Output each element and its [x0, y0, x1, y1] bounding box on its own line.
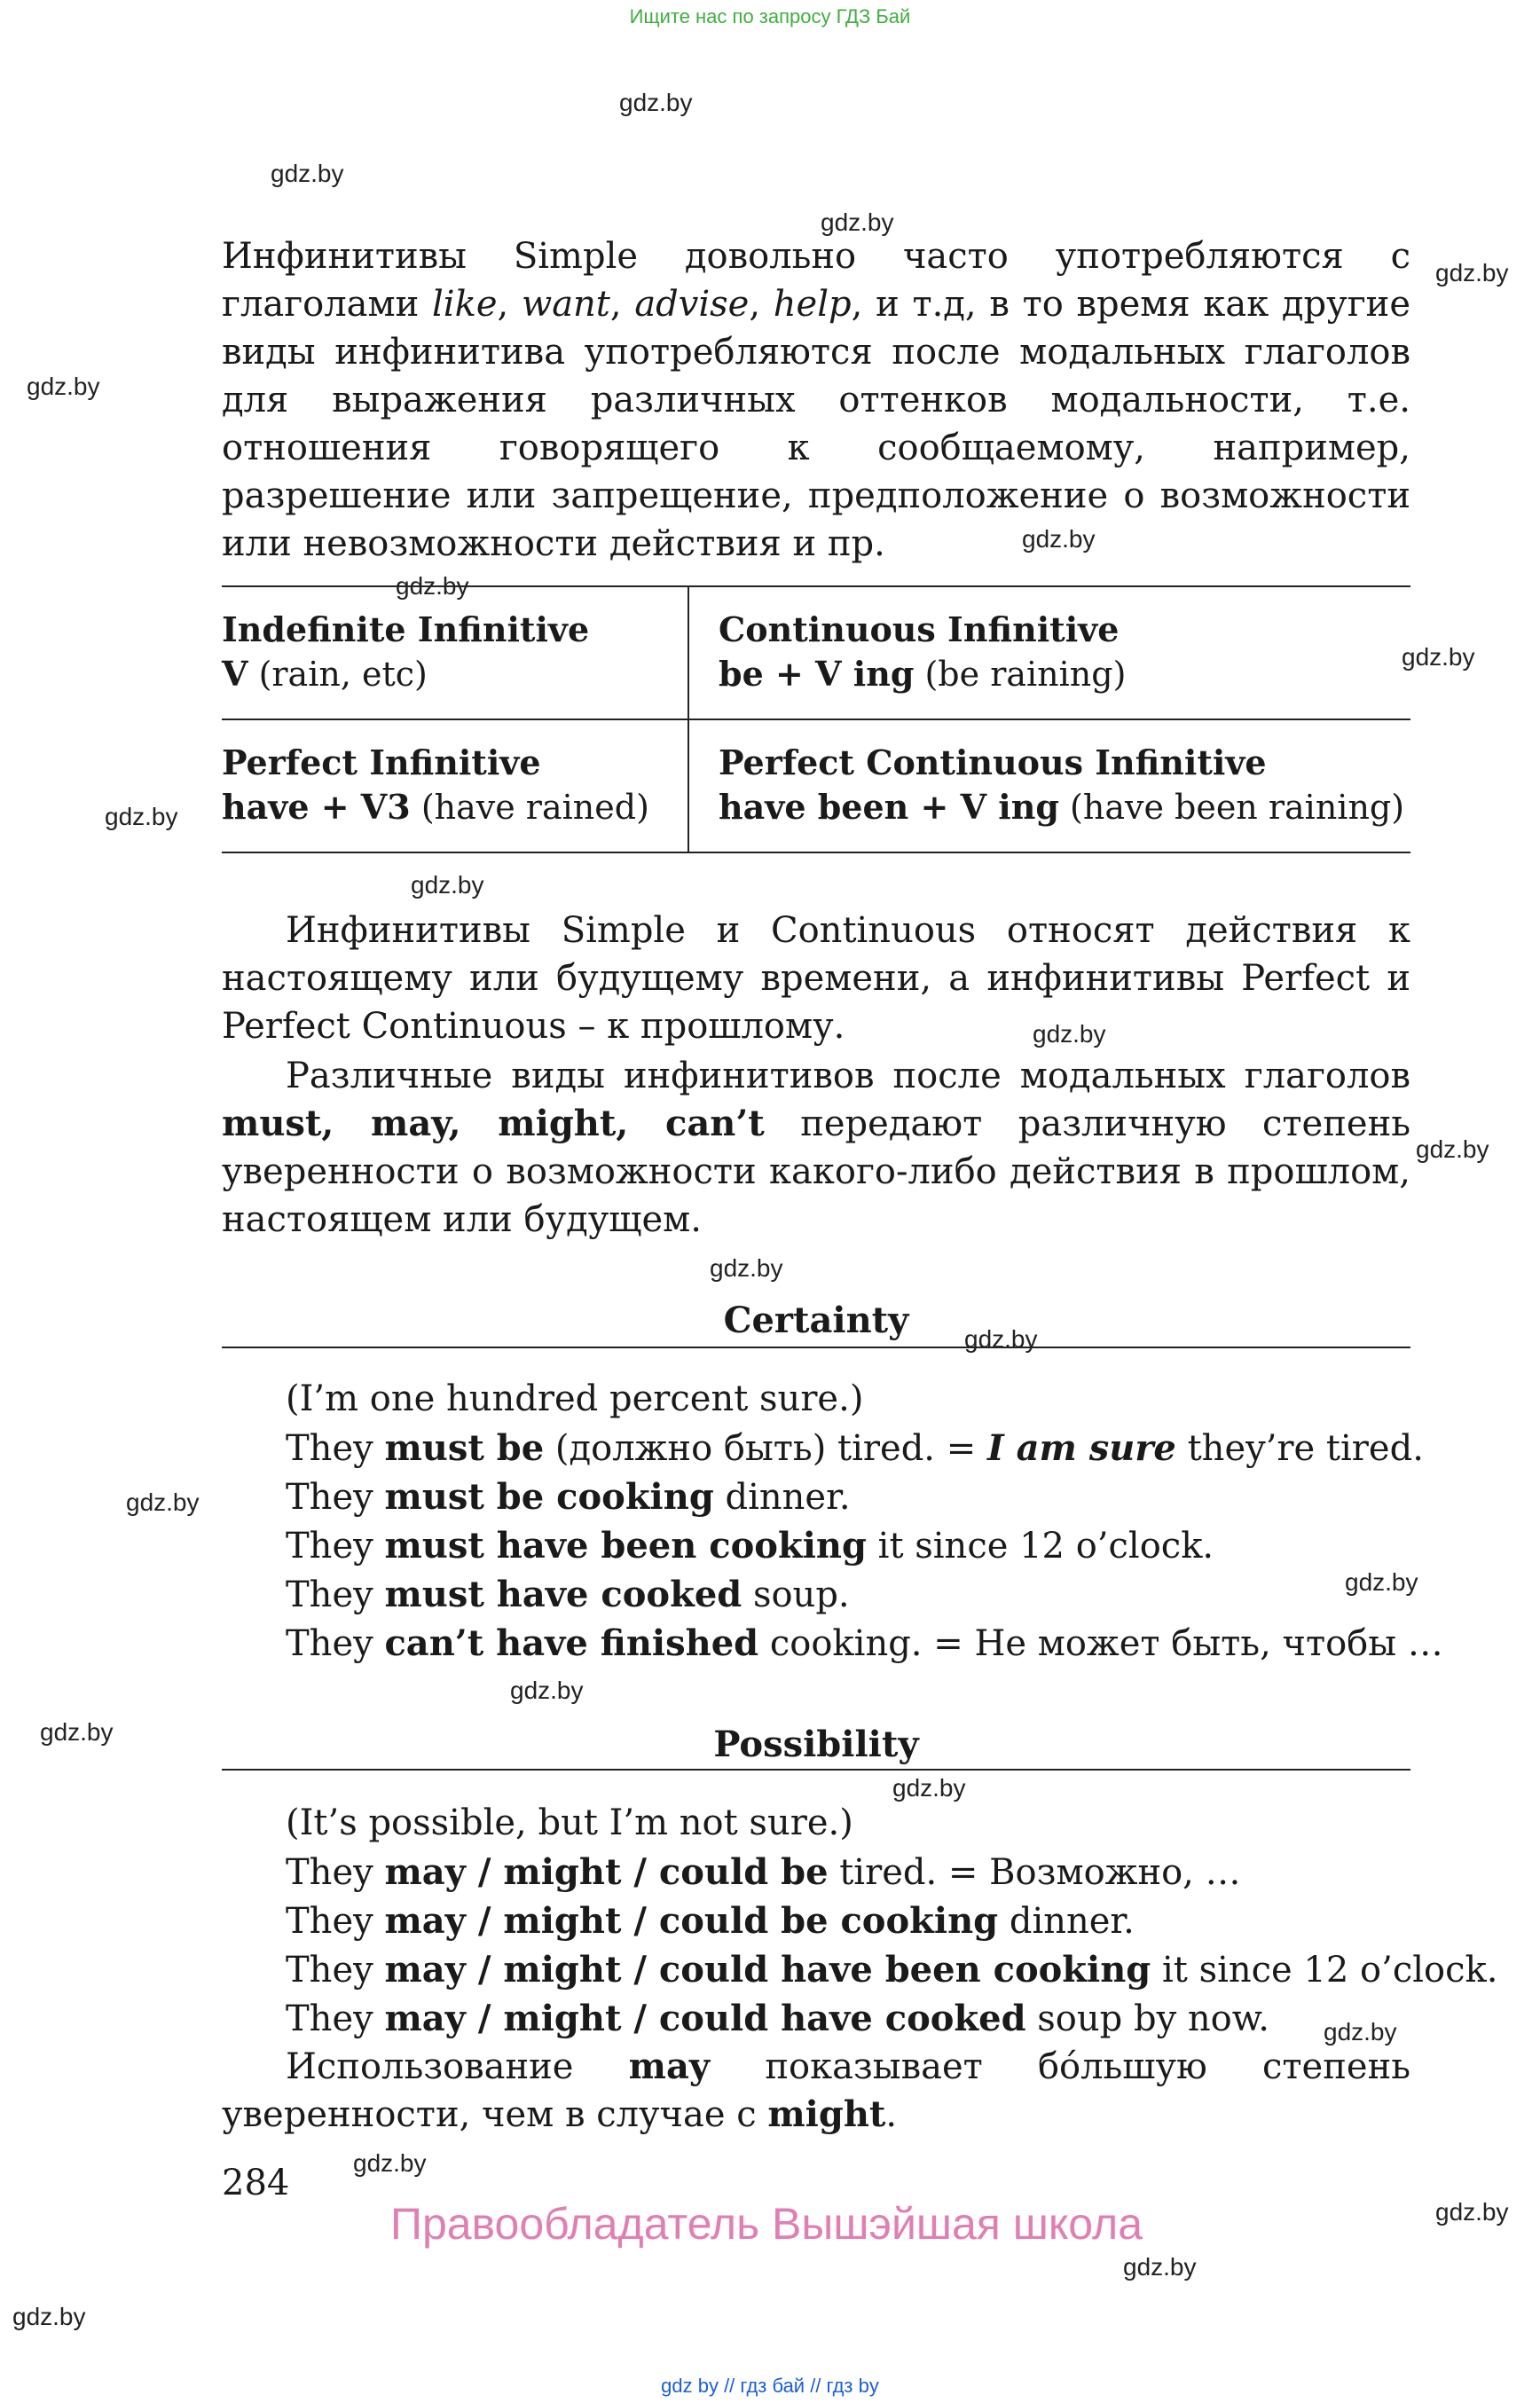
possibility-line-2: They may / might / could be tired. = Возможно, … [286, 1851, 1241, 1893]
watermark: gdz.by [105, 803, 178, 830]
watermark: gdz.by [40, 1718, 114, 1746]
watermark: gdz.by [1324, 2018, 1397, 2046]
watermark: gdz.by [271, 160, 344, 187]
table-middle-rule [222, 719, 1410, 720]
tense-paragraph: Инфинитивы Simple и Continuous относят действия к настоящему или будущему времени, а инфинитивы Perfect и Perfect Continuous – к прошлому. [222, 910, 1410, 1047]
watermark: gdz.by [1033, 1020, 1106, 1048]
watermark: gdz.by [1435, 2198, 1509, 2226]
table-column-divider [688, 585, 689, 853]
watermark: gdz.by [619, 89, 693, 116]
watermark: gdz.by [1022, 525, 1096, 553]
certainty-line-3: They must be cooking dinner. [286, 1476, 851, 1518]
table-cell-indefinite: Indefinite Infinitive V (rain, etc) [222, 609, 590, 694]
watermark: gdz.by [1345, 1568, 1418, 1596]
watermark: gdz.by [411, 871, 484, 899]
page-number: 284 [222, 2163, 290, 2203]
intro-paragraph: Инфинитивы Simple довольно часто употребляются с глаголами like, want, advise, help, и т.д, в то время как другие виды инфинитива употребляются после модальных глаголов для выражения различных оттенков модальности, т.е. отношения говорящего к сообщаемому, например, разрешение или запрещение, предположение о возможности или невозможности действия и пр. [222, 236, 1410, 564]
possibility-line-4: They may / might / could have been cooking it since 12 o’clock. [286, 1949, 1498, 1991]
certainty-rule [222, 1347, 1410, 1348]
watermark: gdz.by [710, 1254, 783, 1282]
certainty-line-6: They can’t have finished cooking. = Не может быть, чтобы … [286, 1622, 1443, 1664]
possibility-line-5: They may / might / could have cooked soup by now. [286, 1998, 1269, 2039]
header-note: Ищите нас по запросу ГДЗ Бай [629, 5, 911, 27]
certainty-line-5: They must have cooked soup. [286, 1574, 850, 1615]
watermark: gdz.by [964, 1325, 1038, 1353]
possibility-title: Possibility [713, 1724, 919, 1765]
watermark: gdz.by [892, 1774, 966, 1802]
possibility-line-3: They may / might / could be cooking dinner. [286, 1900, 1135, 1942]
table-cell-perfect: Perfect Infinitive have + V3 (have rained) [222, 742, 649, 827]
watermark: gdz.by [1435, 259, 1509, 287]
watermark: gdz.by [1416, 1135, 1489, 1163]
possibility-line-1: (It’s possible, but I’m not sure.) [286, 1802, 853, 1843]
certainty-line-1: (I’m one hundred percent sure.) [286, 1378, 864, 1419]
watermark: gdz.by [12, 2303, 86, 2330]
watermark: gdz.by [396, 572, 469, 600]
may-might-paragraph: Использование may показывает бóльшую степень уверенности, чем в случае с might. [222, 2046, 1410, 2135]
watermark: gdz.by [27, 373, 100, 400]
possibility-rule [222, 1769, 1410, 1771]
certainty-title: Certainty [723, 1300, 909, 1341]
table-cell-perfect-continuous: Perfect Continuous Infinitive have been + V ing (have been raining) [719, 742, 1405, 827]
watermark: gdz.by [821, 208, 894, 236]
table-bottom-rule [222, 852, 1410, 853]
watermark: gdz.by [510, 1677, 584, 1704]
certainty-line-2: They must be (должно быть) tired. = I am sure they’re tired. [286, 1427, 1424, 1469]
watermark: gdz.by [1402, 643, 1475, 671]
certainty-line-4: They must have been cooking it since 12 o’clock. [286, 1525, 1214, 1567]
table-cell-continuous: Continuous Infinitive be + V ing (be raining) [719, 609, 1127, 694]
modal-paragraph: Различные виды инфинитивов после модальных глаголов must, may, might, can’t передают различную степень уверенности о возможности какого-либо действия в прошлом, настоящем или будущем. [222, 1056, 1411, 1240]
watermark: gdz.by [353, 2149, 427, 2177]
watermark: gdz.by [1123, 2253, 1197, 2281]
rights-holder: Правообладатель Вышэйшая школа [390, 2199, 1143, 2249]
watermark: gdz.by [126, 1488, 200, 1516]
footer-note: gdz by // гдз бай // гдз by [661, 2375, 879, 2397]
